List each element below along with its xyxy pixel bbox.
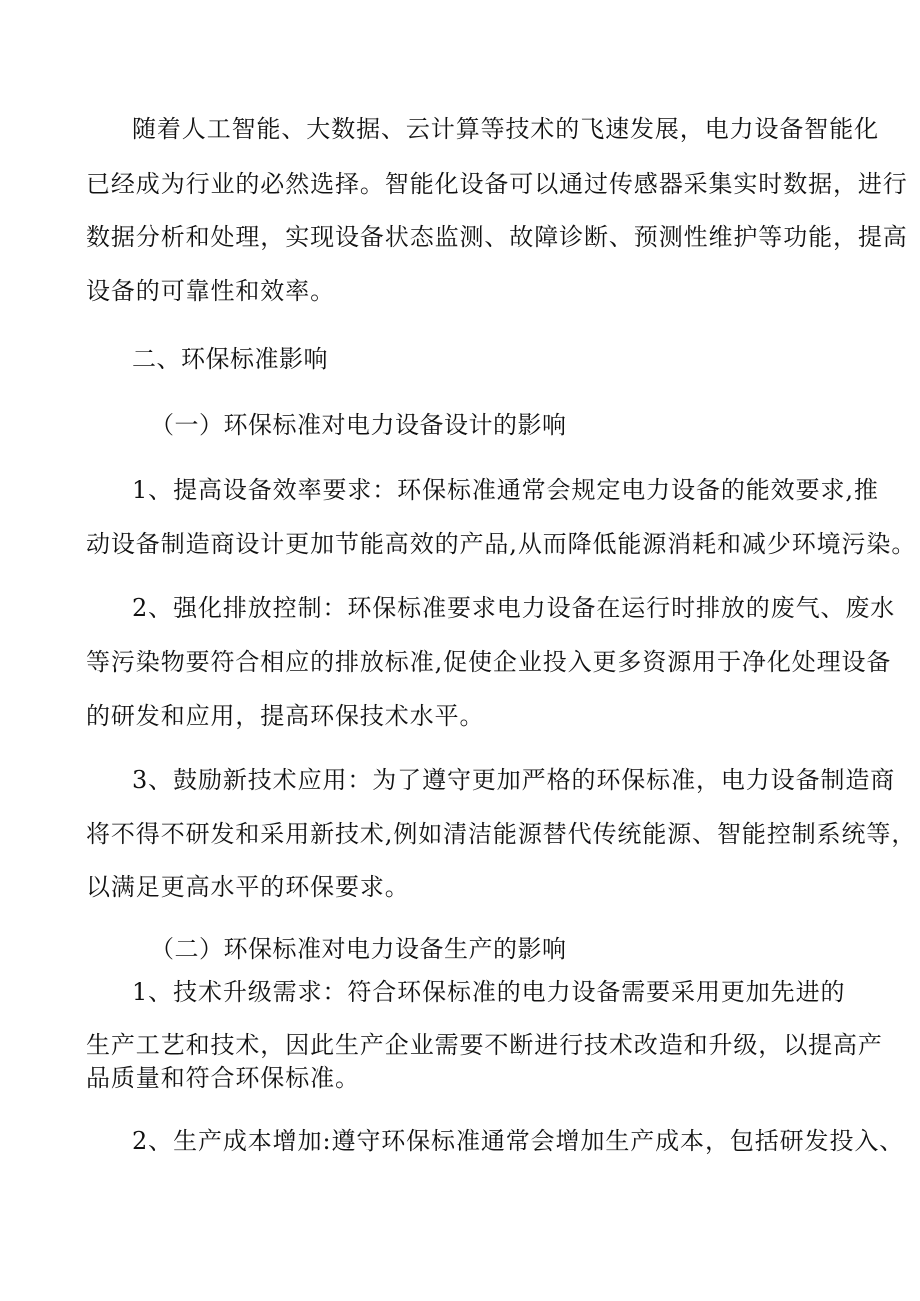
- text-line: 设备的可靠性和效率。: [86, 277, 335, 305]
- text-line: 品质量和符合环保标准。: [86, 1064, 360, 1092]
- text-line: 2、生产成本增加:遵守环保标准通常会增加生产成本，包括研发投入、: [132, 1127, 905, 1155]
- text-line: 以满足更高水平的环保要求。: [86, 873, 410, 901]
- subsection-heading-design: （一）环保标准对电力设备设计的影响: [150, 411, 567, 439]
- text-line: 随着人工智能、大数据、云计算等技术的飞速发展，电力设备智能化: [132, 115, 879, 143]
- text-line: 将不得不研发和采用新技术,例如清洁能源替代传统能源、智能控制系统等，: [86, 820, 917, 848]
- text-line: 已经成为行业的必然选择。智能化设备可以通过传感器采集实时数据，进行: [86, 170, 908, 198]
- text-line: 的研发和应用，提高环保技术水平。: [86, 702, 485, 730]
- text-line: 1、技术升级需求：符合环保标准的电力设备需要采用更加先进的: [132, 978, 846, 1006]
- text-line: 动设备制造商设计更加节能高效的产品,从而降低能源消耗和减少环境污染。: [86, 530, 917, 558]
- subsection-heading-production: （二）环保标准对电力设备生产的影响: [150, 935, 567, 963]
- text-line: 2、强化排放控制：环保标准要求电力设备在运行时排放的废气、废水: [132, 594, 896, 622]
- text-line: 3、鼓励新技术应用：为了遵守更加严格的环保标准，电力设备制造商: [132, 766, 896, 794]
- text-line: 等污染物要符合相应的排放标准,促使企业投入更多资源用于净化处理设备: [86, 648, 892, 676]
- text-line: 1、提高设备效率要求：环保标准通常会规定电力设备的能效要求,推: [132, 476, 879, 504]
- section-heading: 二、环保标准影响: [132, 345, 328, 373]
- text-line: 数据分析和处理，实现设备状态监测、故障诊断、预测性维护等功能，提高: [86, 223, 908, 251]
- text-line: 生产工艺和技术，因此生产企业需要不断进行技术改造和升级，以提高产: [86, 1031, 883, 1059]
